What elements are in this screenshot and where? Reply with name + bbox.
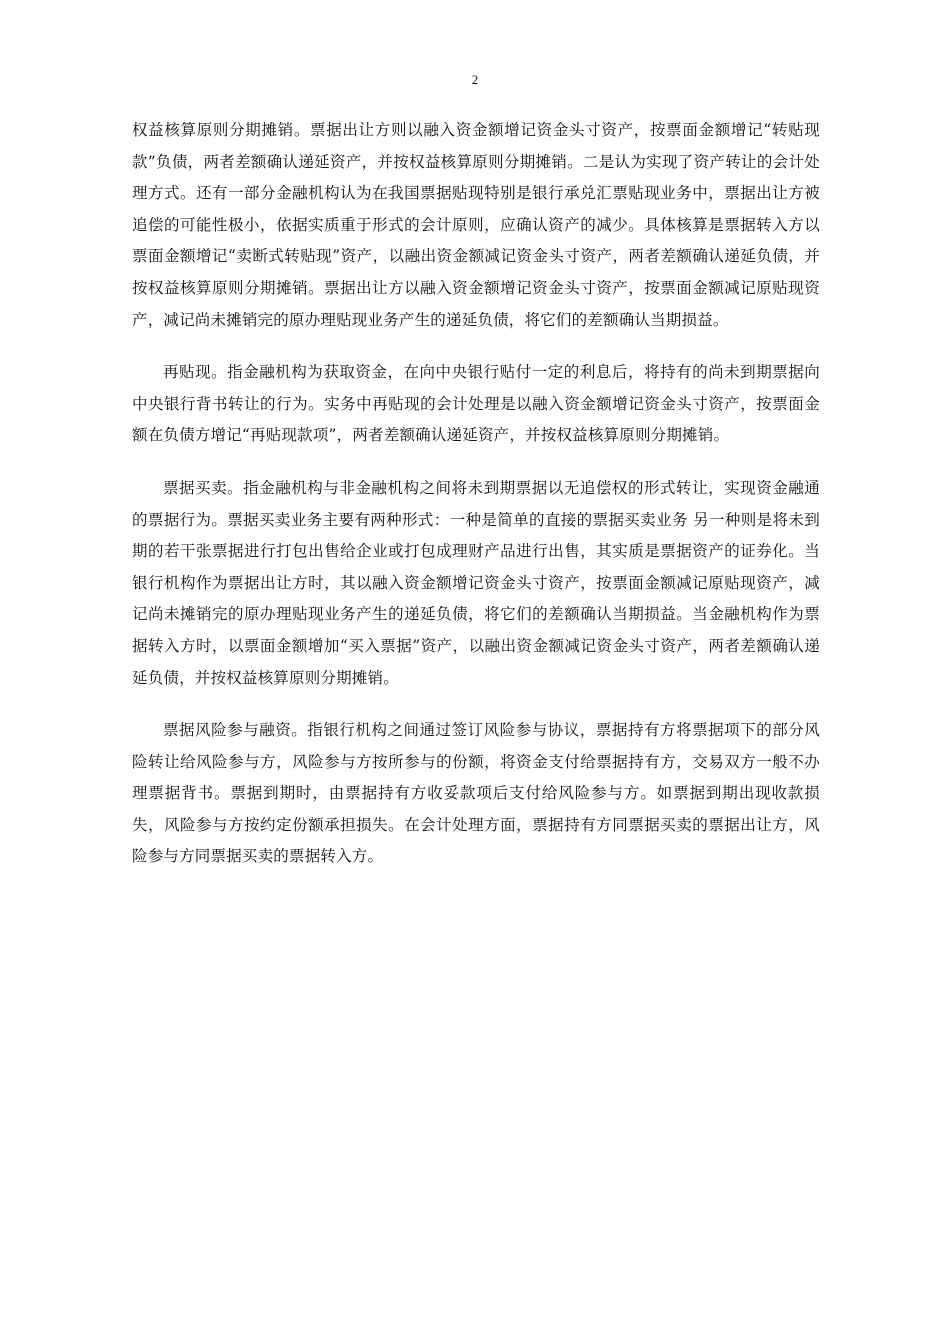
- paragraph-bill-trading: 票据买卖。指金融机构与非金融机构之间将未到期票据以无追偿权的形式转让，实现资金融通的票据行为。票据买卖业务主要有两种形式：一种是简单的直接的票据买卖业务 另一种则是将未到期的若干张票据进行打包出售给企业或打包成理财产品进行出售，其实质是票据资产的证券化。当银行机构作为票据出让方时，其以融入资金额增记资金头寸资产，按票面金额减记原贴现资产，减记尚未摊销完的原办理贴现业务产生的递延负债，将它们的差额确认当期损益。当金融机构作为票据转入方时，以票面金额增加“买入票据”资产，以融出资金额减记资金头寸资产，两者差额确认递延负债，并按权益核算原则分期摊销。: [132, 478, 820, 687]
- document-body: [132, 115, 820, 894]
- paragraph-rediscount: 再贴现。指金融机构为获取资金，在向中央银行贴付一定的利息后，将持有的尚未到期票据向中央银行背书转让的行为。实务中再贴现的会计处理是以融入资金额增记资金头寸资产，按票面金额在负债方增记“再贴现款项”，两者差额确认递延资产，并按权益核算原则分期摊销。: [132, 363, 820, 445]
- paragraph-risk-participation: 票据风险参与融资。指银行机构之间通过签订风险参与协议，票据持有方将票据项下的部分风险转让给风险参与方，风险参与方按所参与的份额，将资金支付给票据持有方，交易双方一般不办理票据背书。票据到期时，由票据持有方收妥款项后支付给风险参与方。如票据到期出现收款损失，风险参与方按约定份额承担损失。在会计处理方面，票据持有方同票据买卖的票据出让方，风险参与方同票据买卖的票据转入方。: [132, 721, 820, 866]
- page-number: 2: [471, 72, 479, 87]
- paragraph-transfer-discount-continued: 权益核算原则分期摊销。票据出让方则以融入资金额增记资金头寸资产，按票面金额增记“转贴现款”负债，两者差额确认递延资产，并按权益核算原则分期摊销。二是认为实现了资产转让的会计处理方式。还有一部分金融机构认为在我国票据贴现特别是银行承兑汇票贴现业务中，票据出让方被追偿的可能性极小，依据实质重于形式的会计原则，应确认资产的减少。具体核算是票据转入方以票面金额增记“卖断式转贴现”资产，以融出资金额减记资金头寸资产，两者差额确认递延负债，并按权益核算原则分期摊销。票据出让方以融入资金额增记资金头寸资产，按票面金额减记原贴现资产，减记尚未摊销完的原办理贴现业务产生的递延负债，将它们的差额确认当期损益。: [132, 121, 820, 329]
